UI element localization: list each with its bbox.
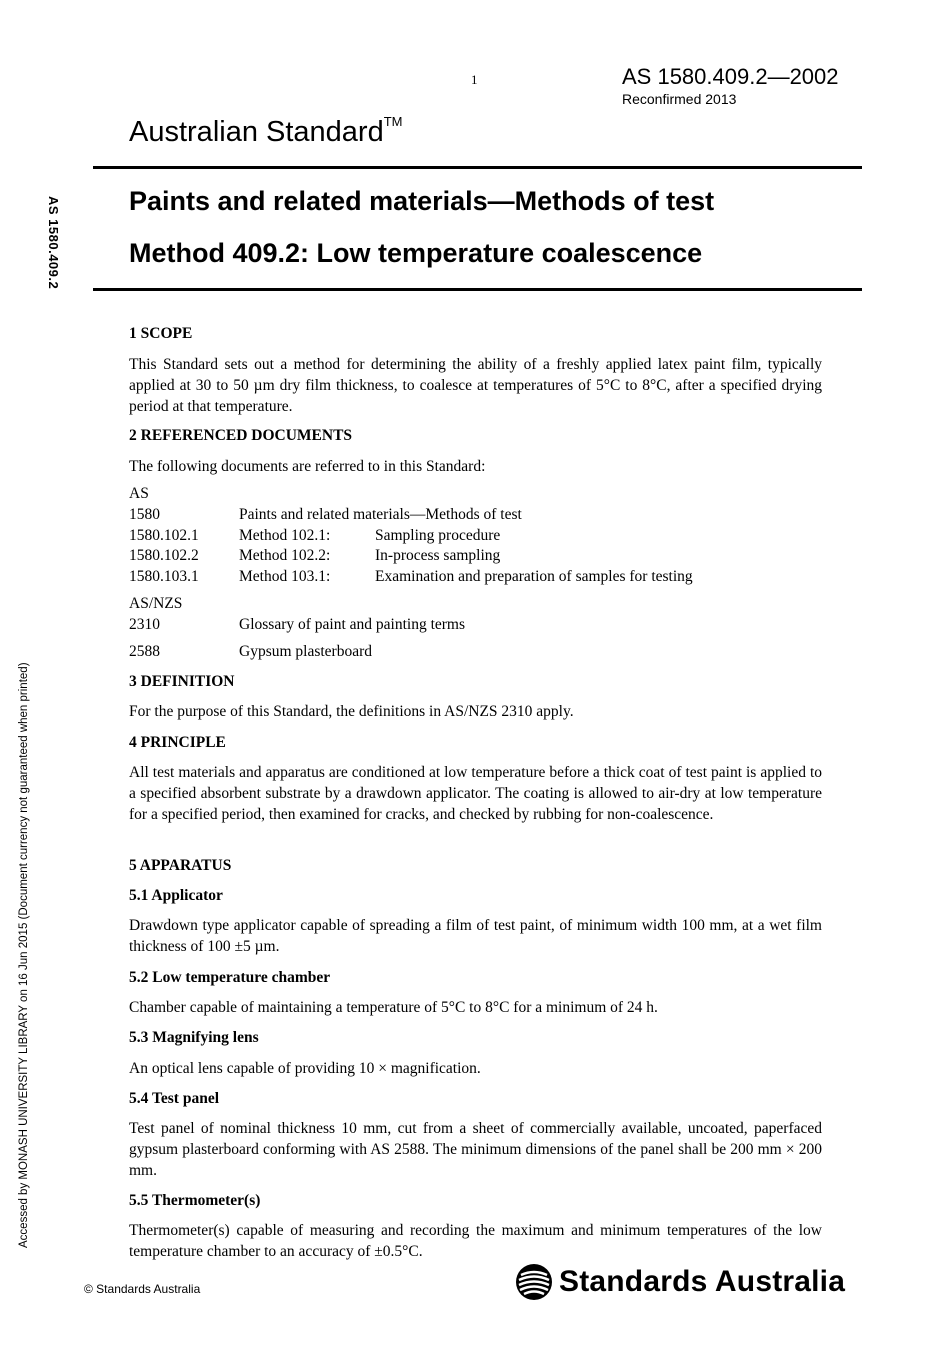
ref-method: Method 102.1:: [239, 527, 331, 544]
panel-text: Test panel of nominal thickness 10 mm, cut from a sheet of commercially available, uncoated, paperfaced gypsum plasterboard conforming with AS 2588. The minimum dimensions of the panel shall be 200 mm × 200 mm.: [129, 1120, 822, 1179]
heading-thermometers: 5.5 Thermometer(s): [129, 1192, 261, 1209]
reconfirmed-note: Reconfirmed 2013: [622, 91, 737, 107]
ref-group-as: AS: [129, 485, 149, 502]
heading-apparatus: 5 APPARATUS: [129, 857, 232, 874]
heading-magnifying-lens: 5.3 Magnifying lens: [129, 1029, 259, 1046]
heading-principle: 4 PRINCIPLE: [129, 734, 226, 751]
ref-title: Sampling procedure: [375, 527, 501, 544]
ref-title: Glossary of paint and painting terms: [239, 616, 465, 633]
ref-title: In-process sampling: [375, 547, 501, 564]
ref-code: 1580.103.1: [129, 568, 199, 585]
standards-australia-logo-icon: [515, 1263, 553, 1301]
side-document-code: AS 1580.409.2: [46, 196, 61, 290]
ref-group-asnzs: AS/NZS: [129, 595, 183, 612]
footer-copyright: © Standards Australia: [84, 1282, 201, 1296]
heading-test-panel: 5.4 Test panel: [129, 1090, 220, 1107]
lens-text: An optical lens capable of providing 10 × magnification.: [129, 1060, 481, 1077]
footer-brand-text: Standards Australia: [559, 1265, 846, 1298]
applicator-text: Drawdown type applicator capable of spreading a film of test paint, of minimum width 100 mm, at a wet film thickness of 100 ±5 µm.: [129, 917, 822, 955]
trademark-mark: TM: [383, 114, 403, 130]
heading-scope: 1 SCOPE: [129, 325, 193, 342]
ref-code: 2588: [129, 643, 160, 660]
footer-brand: [515, 1263, 845, 1301]
heading-referenced-documents: 2 REFERENCED DOCUMENTS: [129, 427, 353, 444]
document-title: Paints and related materials—Methods of test: [129, 186, 715, 216]
brand-title-text: Australian Standard: [129, 116, 384, 148]
method-title: Method 409.2: Low temperature coalescence: [129, 238, 703, 268]
thermometer-text: Thermometer(s) capable of measuring and recording the maximum and minimum temperatures of the low temperature chamber to an accuracy of ±0.5°C.: [129, 1222, 822, 1260]
heading-applicator: 5.1 Applicator: [129, 887, 223, 904]
ref-method: Method 103.1:: [239, 568, 331, 585]
ref-code: 1580: [129, 506, 160, 523]
ref-title: Gypsum plasterboard: [239, 643, 373, 660]
ref-code: 1580.102.2: [129, 547, 199, 564]
document-number: AS 1580.409.2—2002: [622, 64, 839, 89]
ref-title: Examination and preparation of samples for testing: [375, 568, 693, 585]
access-note: Accessed by MONASH UNIVERSITY LIBRARY on 16 Jun 2015 (Document currency not guaranteed when printed): [18, 662, 30, 1248]
heading-low-temperature-chamber: 5.2 Low temperature chamber: [129, 969, 331, 986]
referenced-intro: The following documents are referred to in this Standard:: [129, 458, 486, 475]
page-number: 1: [471, 72, 478, 87]
heading-definition: 3 DEFINITION: [129, 673, 235, 690]
ref-method: Method 102.2:: [239, 547, 331, 564]
ref-code: 1580.102.1: [129, 527, 199, 544]
document-body: [129, 0, 822, 1270]
definition-text: For the purpose of this Standard, the definitions in AS/NZS 2310 apply.: [129, 703, 574, 720]
principle-text: All test materials and apparatus are conditioned at low temperature before a thick coat of test paint is applied to a specified absorbent substrate by a drawdown applicator. The coating is allowed to air-dry at low temperature for a specified period, then examined for cracks, and checked by rubbing for non-coalescence.: [129, 764, 822, 823]
ref-code: 2310: [129, 616, 160, 633]
chamber-text: Chamber capable of maintaining a temperature of 5°C to 8°C for a minimum of 24 h.: [129, 999, 658, 1016]
ref-method: Paints and related materials—Methods of test: [239, 506, 522, 523]
scope-text: This Standard sets out a method for determining the ability of a freshly applied latex paint film, typically applied at 30 to 50 µm dry film thickness, to coalesce at temperatures of 5°C to 8°C, after a specified drying period at that temperature.: [129, 356, 822, 415]
